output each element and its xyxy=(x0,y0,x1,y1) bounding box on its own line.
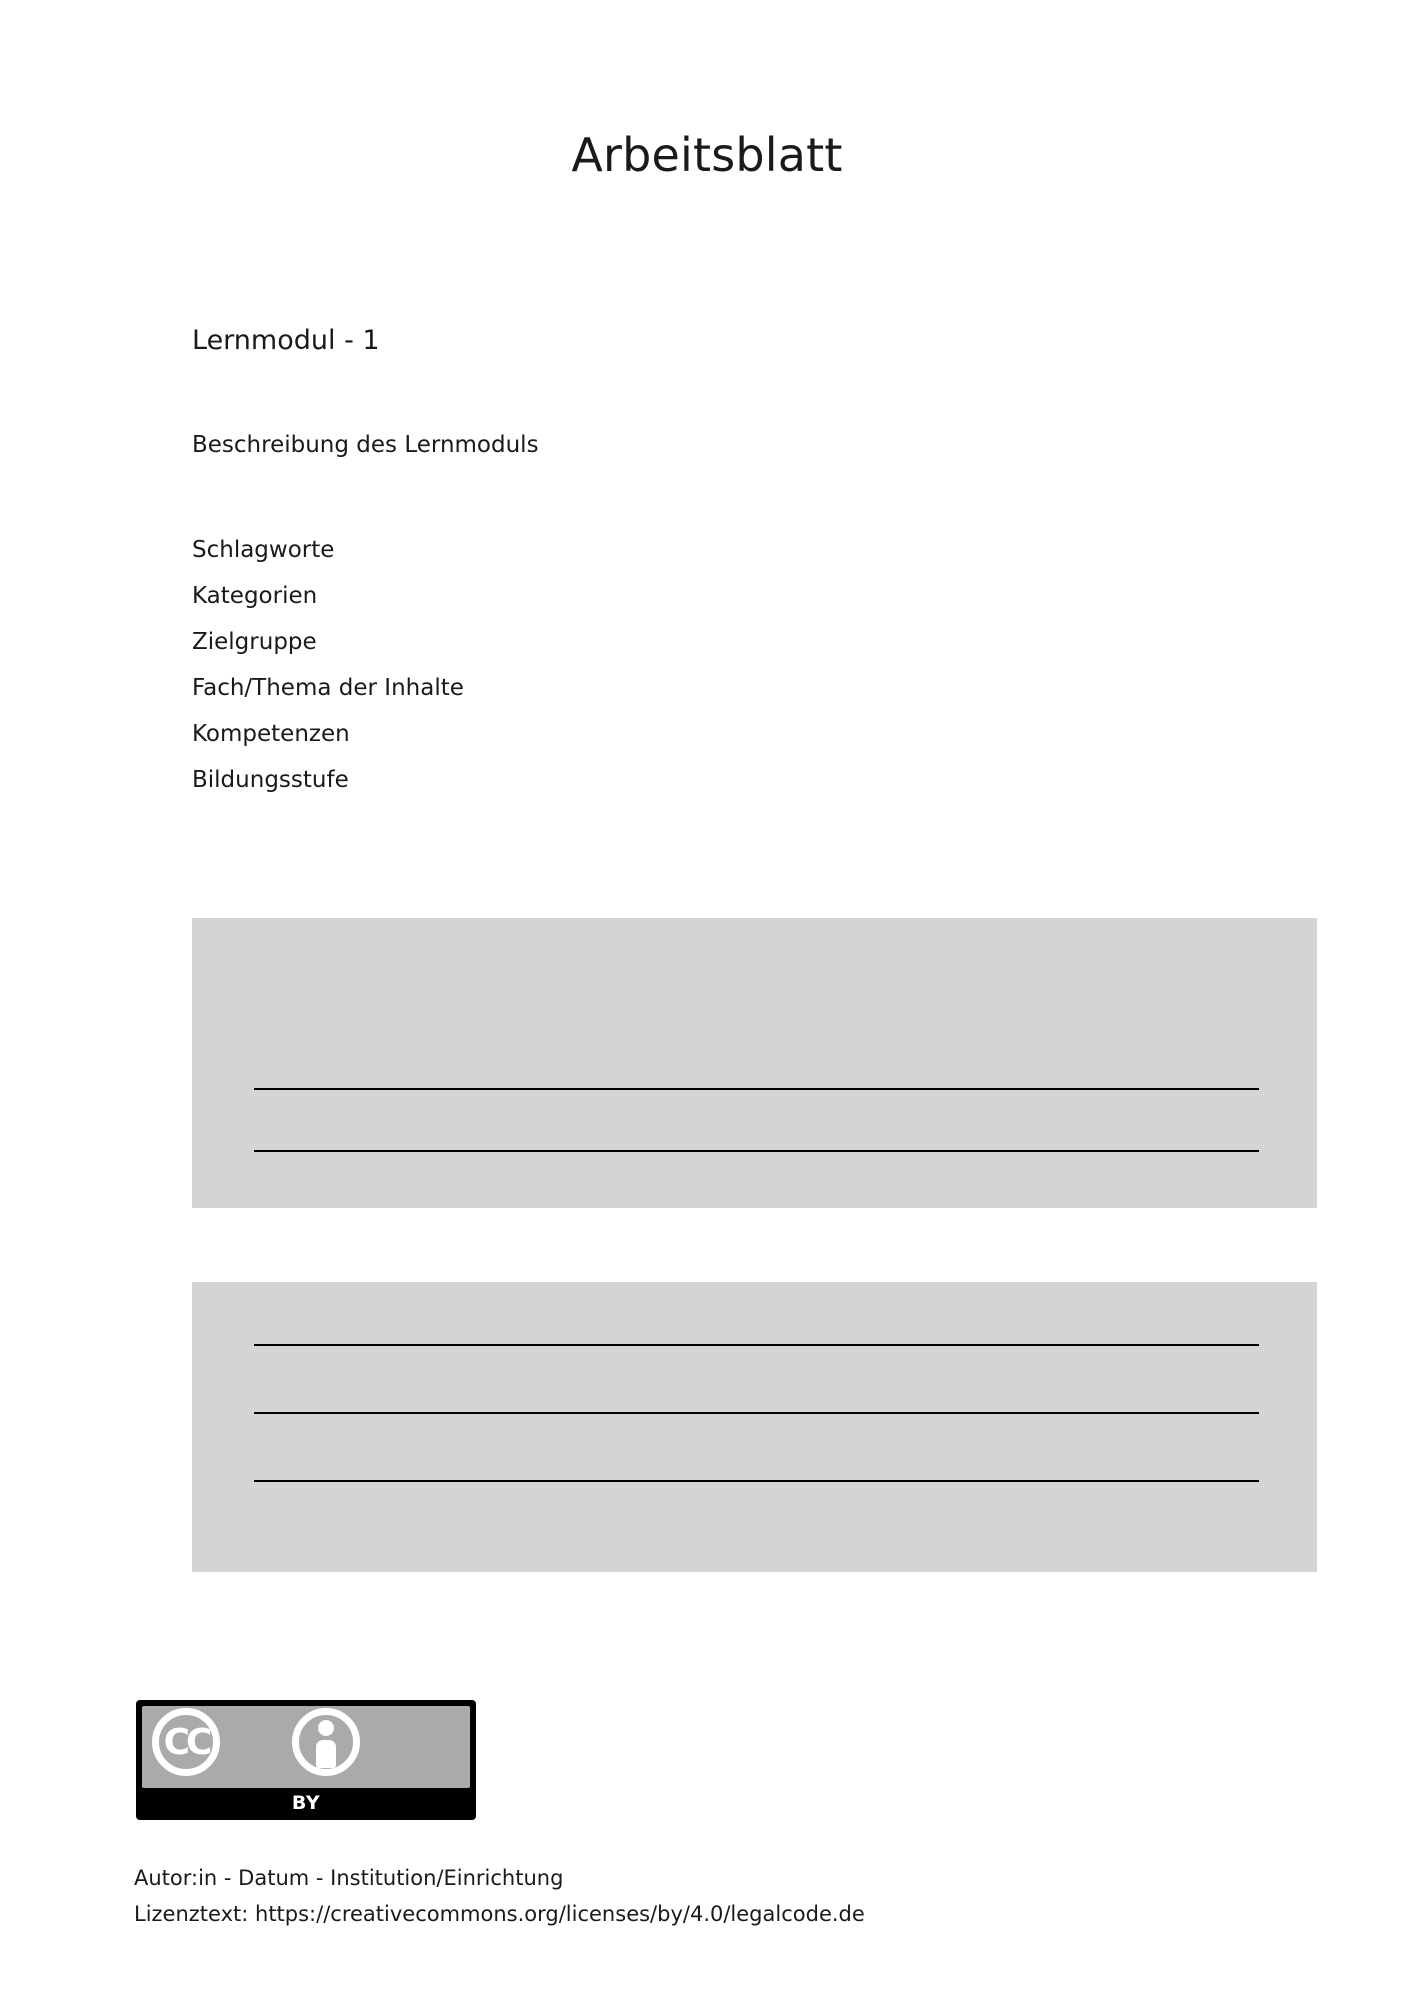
list-item: Schlagworte xyxy=(192,537,335,563)
list-item: Fach/Thema der Inhalte xyxy=(192,675,464,701)
metadata-list xyxy=(192,527,464,803)
attribution-person-head-icon xyxy=(318,1720,334,1736)
module-title: Lernmodul - 1 xyxy=(192,325,380,356)
list-item: Kompetenzen xyxy=(192,721,350,747)
credit-line: Autor:in - Datum - Institution/Einrichtung xyxy=(134,1866,564,1890)
list-item: Zielgruppe xyxy=(192,629,317,655)
writing-line xyxy=(254,1344,1259,1346)
footer xyxy=(134,1860,865,1932)
writing-line xyxy=(254,1150,1259,1152)
content-box-2[interactable] xyxy=(192,1282,1317,1572)
list-item: Bildungsstufe xyxy=(192,767,349,793)
writing-line xyxy=(254,1480,1259,1482)
module-description: Beschreibung des Lernmoduls xyxy=(192,432,539,458)
list-item: Kategorien xyxy=(192,583,318,609)
page-title: Arbeitsblatt xyxy=(571,128,843,182)
writing-line xyxy=(254,1412,1259,1414)
content-box-1[interactable] xyxy=(192,918,1317,1208)
writing-line xyxy=(254,1088,1259,1090)
creative-commons-badge[interactable] xyxy=(136,1700,476,1820)
badge-by-label: BY xyxy=(291,1792,321,1814)
license-line: Lizenztext: https://creativecommons.org/licenses/by/4.0/legalcode.de xyxy=(134,1902,865,1926)
attribution-person-body-icon xyxy=(316,1740,336,1768)
creative-commons-icon-label: CC xyxy=(163,1721,209,1763)
